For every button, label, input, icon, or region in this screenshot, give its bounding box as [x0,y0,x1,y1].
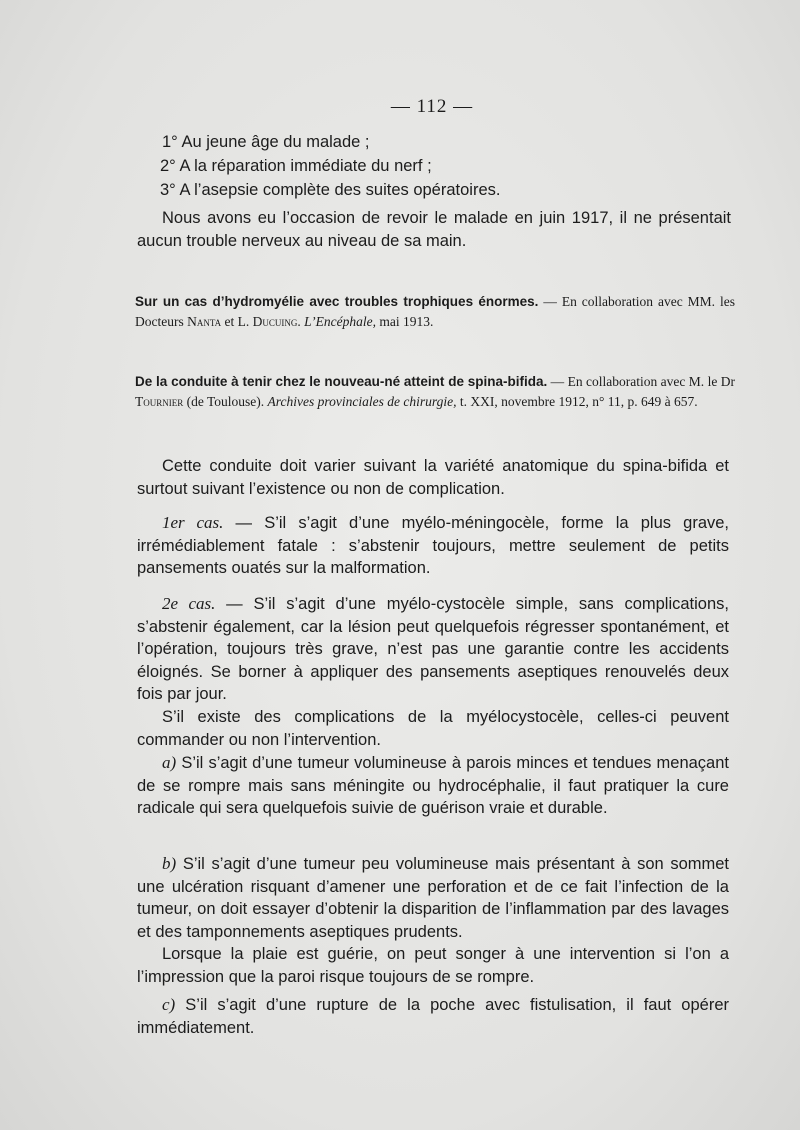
bibliography-entry-2 [135,372,735,412]
paragraph-case-2 [137,593,729,706]
case-1-label: 1er cas. [162,513,224,532]
bibliography-title: Sur un cas d’hydromyélie avec troubles trophiques énormes. [135,294,539,309]
bibliography-date: t. XXI, novembre 1912, n° 11, p. 649 à 657. [456,394,698,409]
item-a-label: a) [162,753,177,772]
list-item: 3° A l’asepsie complète des suites opératoires. [160,181,501,199]
item-c-text: S’il s’agit d’une rupture de la poche avec fistulisation, il faut opérer immédiatement. [137,996,729,1037]
bibliography-author: Ducuing [252,314,298,329]
bibliography-text: — En collaboration avec MM. les Docteurs [135,294,735,329]
paragraph-complications: S’il existe des complications de la myélocystocèle, celles-ci peuvent commander ou non l’intervention. [137,708,729,749]
paragraph-a [137,752,729,820]
intro-paragraph: Nous avons eu l’occasion de revoir le malade en juin 1917, il ne présentait aucun trouble nerveux au niveau de sa main. [137,209,731,250]
paragraph-case-1 [137,512,729,580]
bibliography-text: et L. [221,314,253,329]
bibliography-entry-1 [135,292,735,332]
bibliography-text: — En collaboration avec M. le Dr [547,374,735,389]
paragraph-c [137,994,729,1039]
case-2-label: 2e cas. [162,594,216,613]
item-b-text: S’il s’agit d’une tumeur peu volumineuse mais présentant à son sommet une ulcération risquant d’amener une perforation et de ce fait l’infection de la tumeur, on doit essayer d’obtenir la disparition de l’inflammation par des lavages et des tamponnements aseptiques prudents. [137,855,729,941]
bibliography-journal: L’Encéphale, [304,314,376,329]
paragraph-b [137,853,729,943]
paragraph-conduct: Cette conduite doit varier suivant la variété anatomique du spina-bifida et surtout suivant l’existence ou non de complication. [137,457,729,498]
bibliography-author: Nanta [187,314,222,329]
list-item: 2° A la réparation immédiate du nerf ; [160,157,432,175]
bibliography-journal: Archives provinciales de chirurgie, [267,394,457,409]
bibliography-date: mai 1913. [376,314,434,329]
bibliography-author: Tournier [135,394,184,409]
paragraph-healing: Lorsque la plaie est guérie, on peut songer à une intervention si l’on a l’impression que la paroi risque toujours de se rompre. [137,945,729,986]
list-item: 1° Au jeune âge du malade ; [162,133,370,151]
page-number: — 112 — [390,96,474,117]
item-b-label: b) [162,854,177,873]
item-a-text: S’il s’agit d’une tumeur volumineuse à parois minces et tendues menaçant de se rompre mais sans méningite ou hydrocéphalie, il faut pratiquer la cure radicale qui sera quelquefois suivie de guérison vraie et durable. [137,754,729,818]
bibliography-text: (de Toulouse). [183,394,268,409]
item-c-label: c) [162,995,176,1014]
case-2-text: — S’il s’agit d’une myélo-cystocèle simple, sans complications, s’abstenir également, car la lésion peut quelquefois régresser spontanément, et l’opération, toujours très grave, n’est pas une garantie contre les accidents éloignés. Se borner à appliquer des pansements aseptiques renouvelés deux fois par jour. [137,595,729,704]
bibliography-text: . [297,314,305,329]
case-1-text: — S’il s’agit d’une myélo-méningocèle, forme la plus grave, irrémédiablement fatale : s’abstenir toujours, mettre seulement de petits pansements ouatés sur la malformation. [137,514,730,578]
bibliography-title: De la conduite à tenir chez le nouveau-né atteint de spina-bifida. [135,374,548,389]
